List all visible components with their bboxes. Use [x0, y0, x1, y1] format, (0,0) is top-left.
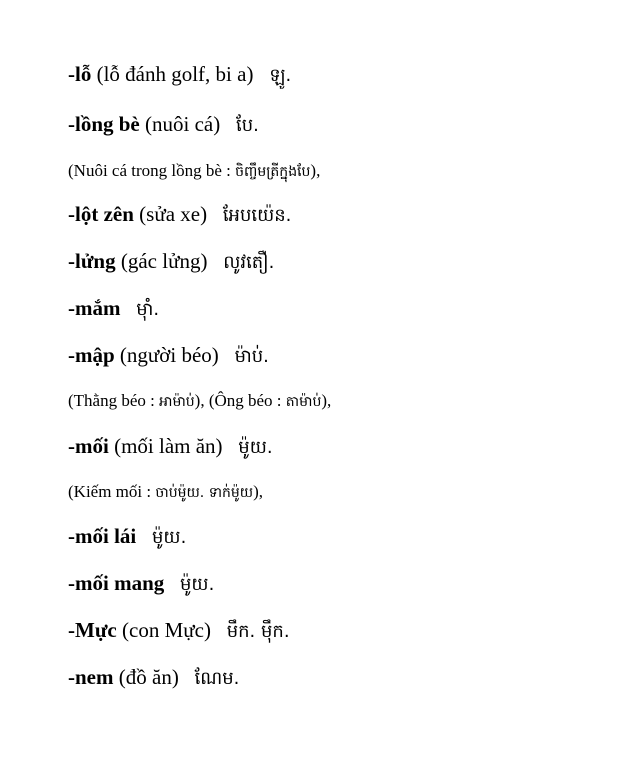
entry-gloss: (con Mực)	[116, 618, 211, 642]
entry-khmer: ម៉ាំ.	[136, 299, 160, 320]
entry-khmer: ម៉ូយ.	[180, 574, 215, 595]
entry-term: -mối lái	[68, 524, 137, 548]
entry-khmer: ណែម.	[194, 668, 240, 689]
entry-moi-lai	[68, 526, 186, 547]
entry-lot-zen	[68, 204, 291, 225]
entry-term: -mập	[68, 343, 115, 367]
entry-term: -Mực	[68, 618, 117, 642]
entry-moi-mang	[68, 573, 214, 594]
entry-khmer: ម៉ូយ.	[238, 437, 273, 458]
entry-khmer: អែបយ៉េន.	[222, 205, 292, 226]
note-tail-2: ),	[321, 391, 332, 410]
note-text: (Kiếm mối :	[68, 482, 156, 501]
entry-khmer: ម៉ាប់.	[234, 346, 269, 367]
entry-gloss: (lỗ đánh golf, bi a)	[91, 62, 254, 86]
note-khmer: ចិញ្ចឹមត្រីក្នុងបែ	[235, 164, 311, 180]
entry-gloss: (sửa xe)	[133, 202, 208, 226]
entry-term: -nem	[68, 665, 114, 689]
entry-gloss: (nuôi cá)	[139, 112, 221, 136]
entry-nem	[68, 667, 239, 688]
entry-map	[68, 345, 269, 366]
entry-term: -mối mang	[68, 571, 165, 595]
entry-gloss: (người béo)	[114, 343, 219, 367]
entry-khmer: មឹក. មុឹក.	[226, 621, 290, 642]
entry-khmer: លូវតឿ.	[223, 252, 275, 273]
entry-mam	[68, 298, 159, 319]
entry-khmer: ឡូ.	[269, 65, 292, 86]
note-khmer: ចាប់ម៉ូយ. ទាក់ម៉ូយ	[155, 485, 254, 501]
entry-term: -mắm	[68, 296, 121, 320]
note-khmer-2: តាម៉ាប់	[285, 394, 322, 410]
entry-lo	[68, 64, 291, 85]
note-nuoi-ca	[68, 162, 320, 179]
entry-gloss: (gác lửng)	[115, 249, 208, 273]
note-kiem-moi	[68, 483, 263, 500]
note-text: (Thằng béo :	[68, 391, 160, 410]
note-thang-beo	[68, 392, 331, 409]
note-tail: ), (Ông béo :	[194, 391, 286, 410]
entry-muc	[68, 620, 290, 641]
note-tail: ),	[310, 161, 321, 180]
note-tail: ),	[253, 482, 264, 501]
entry-gloss: (đồ ăn)	[113, 665, 179, 689]
entry-term: -lột zên	[68, 202, 134, 226]
entry-moi	[68, 436, 273, 457]
entry-term: -lồng bè	[68, 112, 140, 136]
entry-gloss: (mối làm ăn)	[108, 434, 223, 458]
entry-term: -lỗ	[68, 62, 92, 86]
entry-term: -mối	[68, 434, 109, 458]
entry-long-be	[68, 114, 259, 135]
entry-khmer: ម៉ូយ.	[152, 527, 187, 548]
note-text: (Nuôi cá trong lồng bè :	[68, 161, 236, 180]
entry-khmer: បែ.	[235, 115, 259, 136]
entry-term: -lửng	[68, 249, 116, 273]
entry-lung	[68, 251, 274, 272]
note-khmer: អាម៉ាប់	[159, 394, 195, 410]
